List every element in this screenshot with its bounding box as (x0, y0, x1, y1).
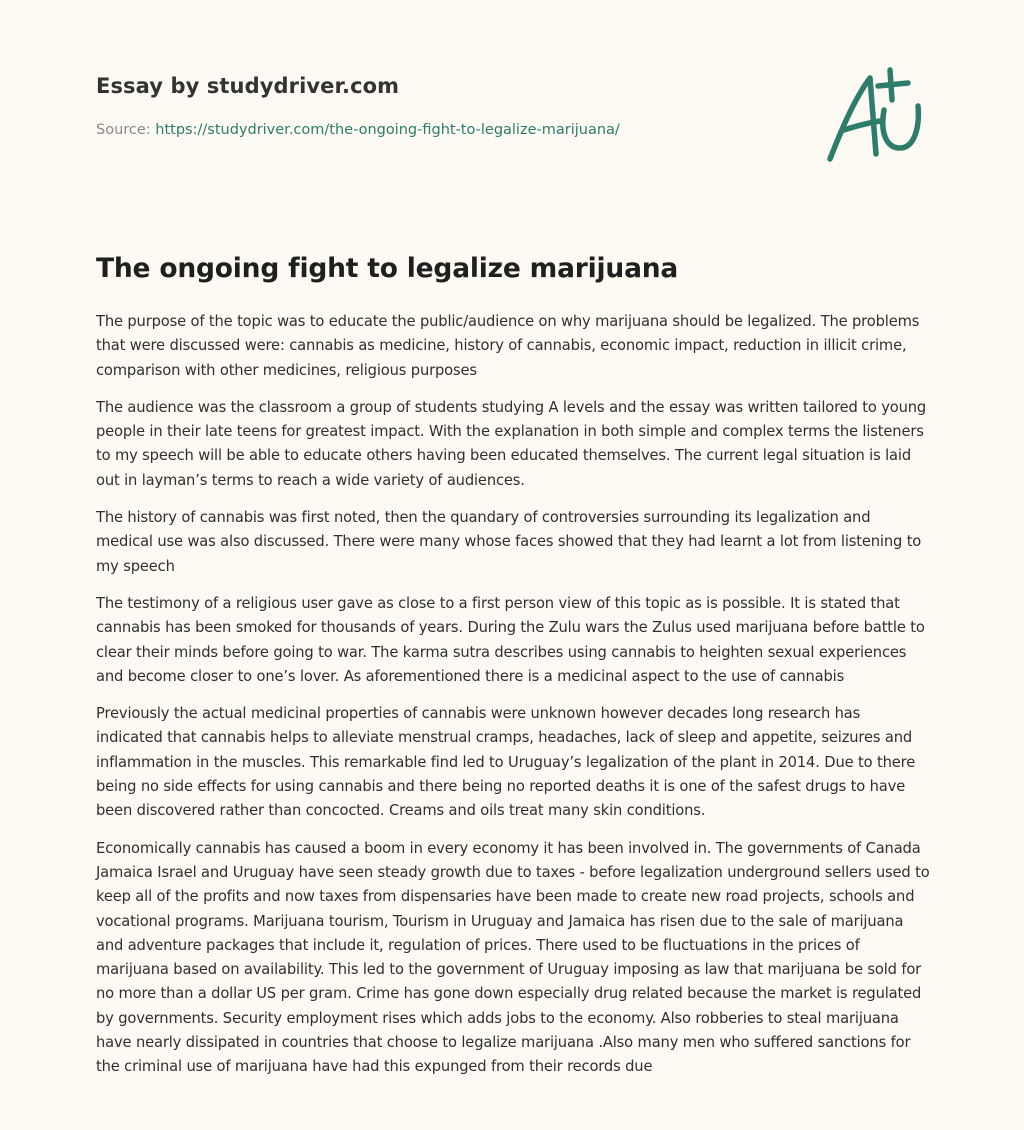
paragraph: Economically cannabis has caused a boom in every economy it has been involved in. The governments of Canada Jamaica Israel and Uruguay have seen steady growth due to taxes - before legalization underground sellers used to keep all of the profits and now taxes from dispensaries have been made to create new road projects, schools and vocational programs. Marijuana tourism, Tourism in Uruguay and Jamaica has risen due to the sale of marijuana and adventure packages that include it, regulation of prices. There used to be fluctuations in the prices of marijuana based on availability. This led to the government of Uruguay imposing as law that marijuana be sold for no more than a dollar US per gram. Crime has gone down especially drug related because the market is regulated by governments. Security employment rises which adds jobs to the economy. Also robberies to steal marijuana have nearly dissipated in countries that choose to legalize marijuana .Also many men who suffered sanctions for the criminal use of marijuana have had this expunged from their records due (96, 839, 930, 1076)
article-title: The ongoing fight to legalize marijuana (96, 253, 679, 284)
paragraph: Previously the actual medicinal properties of cannabis were unknown however decades long research has indicated that cannabis helps to alleviate menstrual cramps, headaches, lack of sleep and appetite, seizures and inflammation in the muscles. This remarkable find led to Uruguay’s legalization of the plant in 2014. Due to there being no side effects for using cannabis and there being no reported deaths it is one of the safest drugs to have been discovered rather than concocted. Creams and oils treat many skin conditions. (96, 705, 916, 820)
paragraph: The purpose of the topic was to educate the public/audience on why marijuana should be legalized. The problems that were discussed were: cannabis as medicine, history of cannabis, economic impact, reduction in illicit crime, comparison with other medicines, religious purposes (96, 313, 920, 379)
source-line (96, 122, 816, 138)
paragraph: The testimony of a religious user gave as close to a first person view of this topic as is possible. It is stated that cannabis has been smoked for thousands of years. During the Zulu wars the Zulus used marijuana before battle to clear their minds before going to war. The karma sutra describes using cannabis to heighten sexual experiences and become closer to one’s lover. As aforementioned there is a medicinal aspect to the use of cannabis (96, 594, 925, 685)
source-link[interactable]: https://studydriver.com/the-ongoing-fight-to-legalize-marijuana/ (155, 122, 620, 138)
brand-title: Essay by studydriver.com (96, 74, 400, 98)
paragraph: The history of cannabis was first noted, then the quandary of controversies surrounding its legalization and medical use was also discussed. There were many whose faces showed that they had learnt a lot from listening to my speech (96, 509, 922, 575)
page-header (96, 74, 816, 138)
source-label: Source: (96, 122, 151, 138)
paragraph: The audience was the classroom a group of students studying A levels and the essay was written tailored to young people in their late teens for greatest impact. With the explanation in both simple and complex terms the listeners to my speech will be able to educate others having been educated themselves. The current legal situation is laid out in layman’s terms to reach a wide variety of audiences. (96, 398, 927, 489)
article (96, 253, 930, 1093)
a-plus-logo-icon (822, 66, 928, 166)
